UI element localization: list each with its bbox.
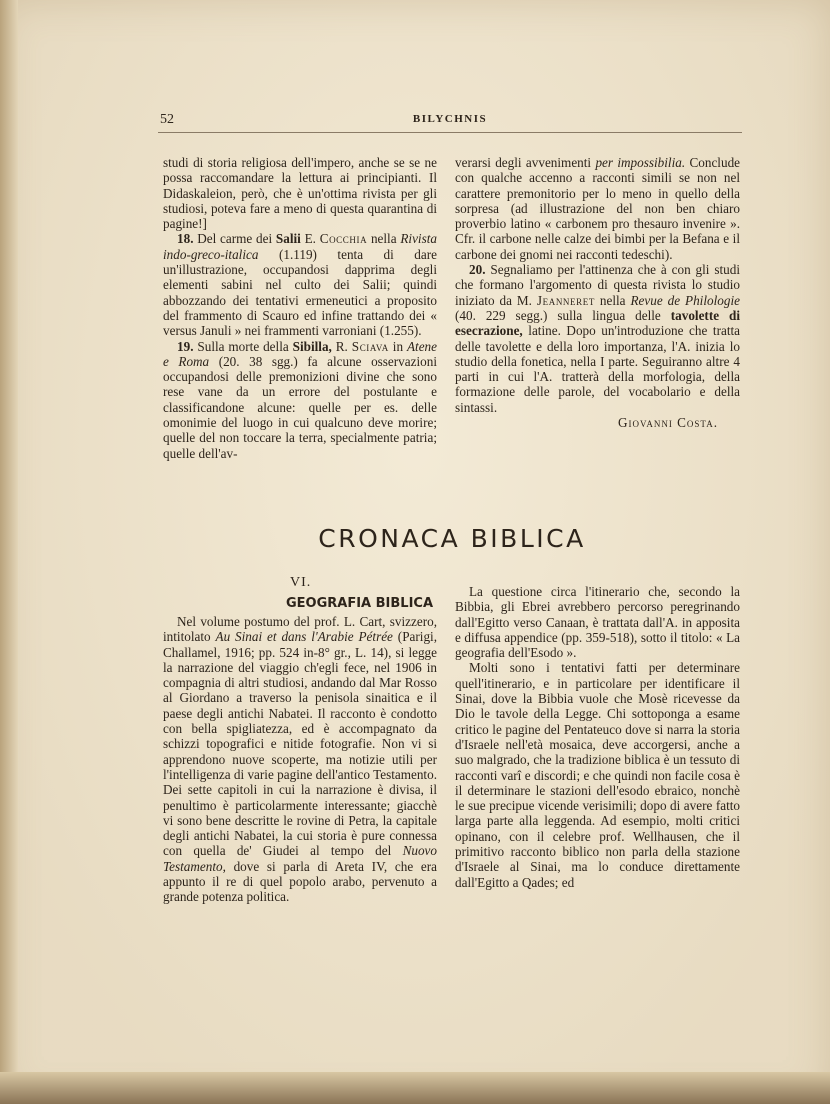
author-name: Sciava	[351, 338, 389, 354]
journal-title: Atene e Roma	[163, 338, 437, 369]
text-run: Sulla morte della	[193, 338, 293, 354]
italic-phrase: per impossibilia.	[595, 155, 686, 170]
text-run: (40. 229 segg.) sulla lingua delle	[455, 307, 671, 323]
author-signature: Giovanni Costa.	[617, 415, 718, 431]
subsection-title: GEOGRAFIA BIBLICA	[286, 596, 434, 611]
journal-title: Revue de Philologie	[630, 292, 740, 308]
page-number: 52	[160, 112, 174, 127]
item-number: 18.	[177, 231, 194, 247]
book-title: Au Sinai et dans l'Arabie Pétrée	[215, 629, 393, 645]
text-run: Del carme dei	[193, 231, 276, 247]
running-title: BILYCHNIS	[412, 113, 488, 125]
paragraph-18	[163, 231, 437, 338]
text-run: Segnaliamo per l'attinenza che à con gli studi che formano l'argomento di questa rivista lo studio iniziato da M.	[455, 262, 740, 308]
section-title: CRONACA BIBLICA	[318, 523, 586, 553]
author-name: Cocchia	[319, 231, 368, 247]
paragraph-text: studi di storia religiosa dell'impero, anche se se ne possa raccomandare la lettura ai principianti. Il Didaskaleion, però, che è un'ottima rivista per gli studiosi, poteva fare a meno di questa quarantina di pagine!]	[163, 155, 437, 232]
text-run: , dove si parla di Areta IV, che era appunto il re di quel popolo arabo, pervenuto a grande potenza politica.	[163, 858, 437, 905]
text-run: Nel volume postumo del prof. L. Cart, svizzero, intitolato	[163, 614, 437, 645]
paragraph-19	[163, 339, 437, 461]
text-run: R.	[331, 338, 352, 354]
text-run: (20. 38 sgg.) fa alcune osservazioni occupandosi delle premonizioni divine che sono rese vane da un errore del postulante e classificandone alcune: quelle per es. delle omonimie del luogo in cui qualcuno deve morire; quelle del non toccare la terra, specialmente patria; quelle dell'av-	[163, 353, 437, 461]
italic-phrase: Nuovo Testamento	[163, 843, 437, 874]
bold-term: Sibilla,	[292, 338, 332, 354]
paragraph-tentativi: Molti sono i tentativi fatti per determinare quell'itinerario, e in particolare per identificare il Sinai, dove la Bibbia vuole che Mosè ricevesse da Dio le tavole della Legge. Chi sottoponga a esame critico le pagine del Pentateuco dove si narra la storia d'Israele nell'età mosaica, deve accorgersi, anche a suo malgrado, che la tradizione biblica è un tessuto di racconti varî e discordi; e che quindi non facile cosa è il determinare le stazioni dell'esodo ebraico, nonchè le sue precipue vicende verisimili; dopo di avere fatto larga parte alla leggenda. Ad esempio, molti critici opinano, con il celebre prof. Wellhausen, che il primitivo racconto biblico non parla della stazione d'Israele al Sinai, ma lo conduce direttamente dall'Egitto a Qades; ed	[455, 660, 740, 890]
column-top-left	[163, 155, 437, 461]
text-run: Conclude con qualche accenno a racconti simili se non nel carattere premonitorio per lo meno in quello della sorpresa (ad illustrazione del non ben chiaro proverbio latino « carbonem pro thesauro invenire ». Cfr. il carbone nelle calze dei bimbi per la Befana e il carbone dei gnomi nei racconti tedeschi).	[455, 155, 741, 262]
paragraph-continued	[455, 155, 740, 262]
bold-term: Salii	[275, 231, 301, 247]
text-run: nella	[367, 231, 401, 247]
section-number: VI.	[290, 575, 312, 590]
item-number: 20.	[469, 262, 486, 278]
paragraph-geografia	[163, 614, 437, 905]
text-run: (1.119) tenta di dare un'illustrazione, occupandosi dapprima degli elementi sabini nel culto dei Salii; quindi abbozzando dei tentativi ermeneutici a proposito del frammento di Scauro ed infine trattando dei « versus Januli » nei frammenti varroniani (1.255).	[163, 246, 437, 339]
text-run: in	[388, 338, 407, 354]
paragraph-questione: La questione circa l'itinerario che, secondo la Bibbia, gli Ebrei avrebbero percorso peregrinando dall'Egitto verso Canaan, è trattata dall'A. in apposita e diffusa appendice (pp. 359-518), sotto il titolo: « La geografia dell'Esodo ».	[455, 584, 740, 661]
page-bottom-edge	[0, 1072, 830, 1104]
text-run: verarsi degli avvenimenti	[455, 155, 596, 170]
text-run: nella	[594, 292, 631, 308]
bold-term: tavolette di esecrazione,	[455, 307, 741, 339]
text-run: latine. Dopo un'introduzione che tratta delle tavolette e della loro importanza, l'A. inizia lo studio della fonetica, nella I parte. Seguiranno altre 4 parti in cui l'A. tratterà della morfologia, della formazione delle parole, del vocabolario e della sintassi.	[455, 323, 740, 415]
paragraph-20	[455, 262, 740, 415]
page-header	[158, 112, 742, 133]
text-run: (Parigi, Challamel, 1916; pp. 524 in-8° gr., L. 14), si legge la narrazione del viaggio ch'egli fece, nel 1906 in compagnia di altri studiosi, andando dal Mar Rosso al Giordano a traverso la penisola sinaitica e il paese degli antichi Nabatei. Il racconto è condotto con bella spigliatezza, ed è accompagnato da schizzi topografici e nitide fotografie. Non vi si apprendono nuove scoperte, ma notizie utili per l'intelligenza di varie pagine dell'antico Testamento. Dei sette capitoli in cui la narrazione è divisa, il penultimo è particolarmente interessante; giacchè vi sono bene descritte le rovine di Petra, la capitale degli antichi Nabatei, la cui storia è pure connessa con quella de' Giudei al tempo del	[163, 629, 437, 859]
text-run: E.	[300, 231, 320, 247]
paragraph-continued	[163, 155, 437, 231]
author-name: Jeanneret	[536, 292, 595, 308]
page-left-edge	[0, 0, 18, 1104]
item-number: 19.	[177, 338, 194, 354]
column-top-right	[455, 155, 740, 430]
journal-title: Rivista indo-greco-italica	[163, 231, 437, 262]
column-bottom-right	[455, 584, 740, 890]
column-bottom-left	[163, 614, 437, 905]
